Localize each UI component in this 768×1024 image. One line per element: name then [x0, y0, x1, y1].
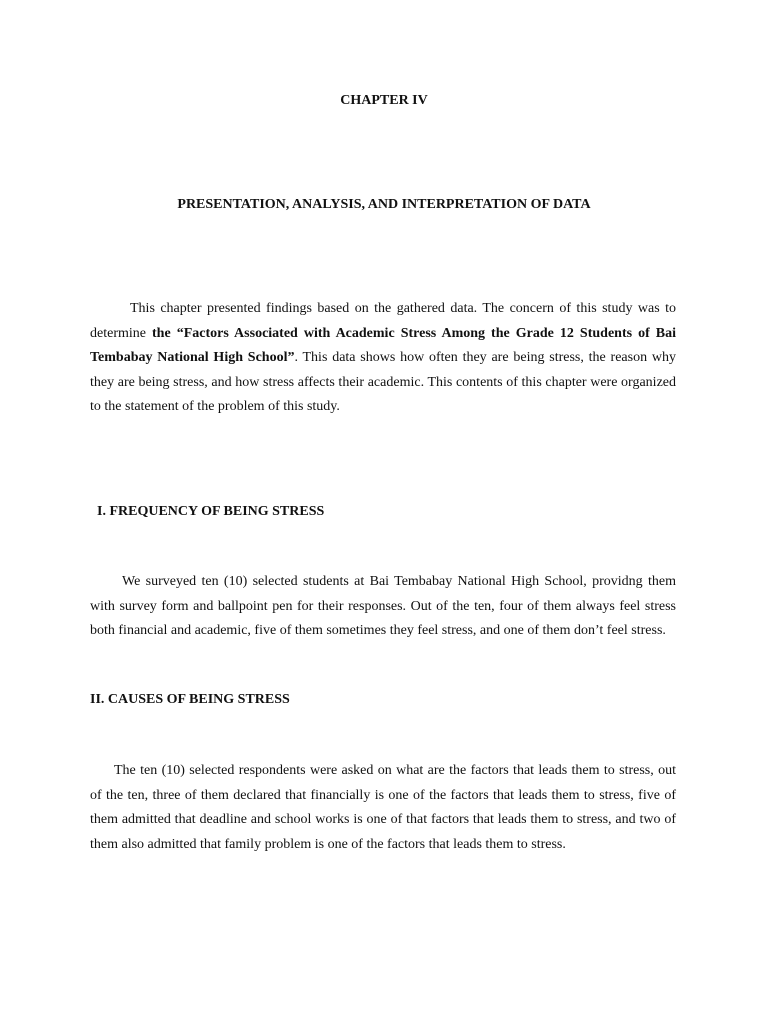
- section-body-frequency: We surveyed ten (10) selected students at Bai Tembabay National High School, providng them with survey form and ballpoint pen for their responses. Out of the ten, four of them always feel stress both financial and academic, five of them sometimes they feel stress, and one of them don’t feel stress.: [90, 574, 676, 639]
- chapter-title: PRESENTATION, ANALYSIS, AND INTERPRETATION OF DATA: [177, 197, 591, 212]
- section-heading-frequency: I. FREQUENCY OF BEING STRESS: [97, 504, 325, 519]
- section-heading-causes: II. CAUSES OF BEING STRESS: [90, 692, 290, 707]
- section-body-causes: The ten (10) selected respondents were asked on what are the factors that leads them to stress, out of the ten, three of them declared that financially is one of the factors that leads them to stress, five of them admitted that deadline and school works is one of that factors that leads them to stress, and two of them also admitted that family problem is one of the factors that leads them to stress.: [90, 763, 676, 852]
- intro-paragraph: [90, 297, 676, 420]
- intro-text-start: This chapter presented findings based on the gathered data. The concern of this study was to determine: [90, 301, 676, 341]
- chapter-label: CHAPTER IV: [340, 93, 428, 108]
- study-title: the “Factors Associated with Academic Stress Among the Grade 12 Students of Bai Tembabay National High School”: [90, 325, 676, 366]
- intro-text-end: . This data shows how often they are being stress, the reason why they are being stress, and how stress affects their academic. This contents of this chapter were organized to the statement of the problem of this study.: [90, 350, 676, 415]
